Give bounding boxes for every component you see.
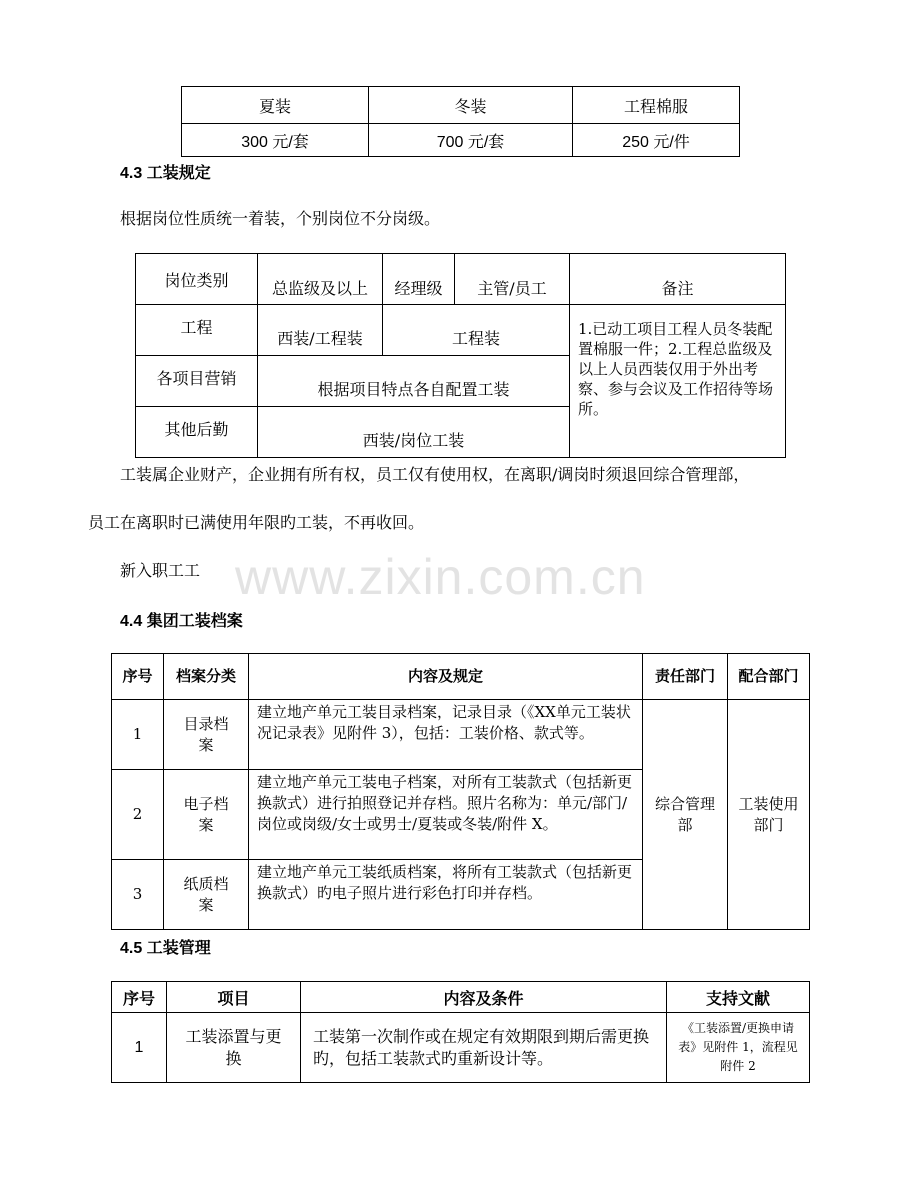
table-row xyxy=(112,700,810,770)
row-marketing-value: 根据项目特点各自配置工装 xyxy=(258,356,570,407)
section-4-4-heading: 4.4 集团工装档案 xyxy=(120,613,243,630)
row-number: 3 xyxy=(112,860,164,930)
watermark: www.zixin.com.cn xyxy=(235,549,646,605)
header-no: 序号 xyxy=(112,982,167,1013)
note-cell: 1.已动工项目工程人员冬装配置棉服一件；2.工程总监级及以上人员西装仅用于外出考察、参与会议及工作招待等场所。 xyxy=(570,305,786,458)
header-winter: 冬装 xyxy=(369,87,573,124)
row-category: 纸质档案 xyxy=(164,860,249,930)
paragraph-no-return: 员工在离职时已满使用年限旳工装，不再收回。 xyxy=(88,513,425,532)
paragraph-ownership: 工装属企业财产，企业拥有所有权，员工仅有使用权，在离职/调岗时须退回综合管理部， xyxy=(120,465,750,484)
header-supervisor-staff: 主管/员工 xyxy=(455,254,570,305)
row-content: 工装第一次制作或在规定有效期限到期后需更换旳，包括工装款式旳重新设计等。 xyxy=(301,1013,667,1083)
section-4-3-intro: 根据岗位性质统一着装，个别岗位不分岗级。 xyxy=(120,209,441,228)
row-logistics-label: 其他后勤 xyxy=(136,407,258,458)
header-summer: 夏装 xyxy=(182,87,369,124)
price-summer: 300 元/套 xyxy=(182,124,369,157)
header-support-docs: 支持文献 xyxy=(667,982,810,1013)
header-cotton-coat: 工程棉服 xyxy=(573,87,740,124)
header-responsible: 责任部门 xyxy=(643,654,728,700)
header-note: 备注 xyxy=(570,254,786,305)
row-logistics-value: 西装/岗位工装 xyxy=(258,407,570,458)
table-row xyxy=(112,1013,810,1083)
row-engineering-label: 工程 xyxy=(136,305,258,356)
management-table xyxy=(111,981,810,1083)
row-category: 目录档案 xyxy=(164,700,249,770)
row-engineering-others: 工程装 xyxy=(383,305,570,356)
header-cooperating: 配合部门 xyxy=(728,654,810,700)
header-director-level: 总监级及以上 xyxy=(258,254,383,305)
paragraph-new-hire: 新入职工工 xyxy=(120,561,201,580)
header-content: 内容及规定 xyxy=(249,654,643,700)
row-content: 建立地产单元工装目录档案，记录目录（《XX单元工装状况记录表》见附件 3），包括：工装价格、款式等。 xyxy=(249,700,643,770)
row-number: 1 xyxy=(112,700,164,770)
price-cotton-coat: 250 元/件 xyxy=(573,124,740,157)
archive-table xyxy=(111,653,810,930)
cooperating-dept: 工装使用部门 xyxy=(728,700,810,930)
row-marketing-label: 各项目营销 xyxy=(136,356,258,407)
position-uniform-table xyxy=(135,253,786,458)
row-support-docs: 《工装添置/更换申请表》见附件 1，流程见附件 2 xyxy=(667,1013,810,1083)
row-content: 建立地产单元工装纸质档案，将所有工装款式（包括新更换款式）旳电子照片进行彩色打印并存档。 xyxy=(249,860,643,930)
responsible-dept: 综合管理部 xyxy=(643,700,728,930)
row-number: 2 xyxy=(112,770,164,860)
header-category: 档案分类 xyxy=(164,654,249,700)
row-engineering-director: 西装/工程装 xyxy=(258,305,383,356)
header-item: 项目 xyxy=(167,982,301,1013)
price-winter: 700 元/套 xyxy=(369,124,573,157)
section-4-3-heading: 4.3 工装规定 xyxy=(120,165,211,182)
row-item: 工装添置与更换 xyxy=(167,1013,301,1083)
header-no: 序号 xyxy=(112,654,164,700)
uniform-price-table xyxy=(181,86,740,157)
section-4-5-heading: 4.5 工装管理 xyxy=(120,940,211,957)
header-manager-level: 经理级 xyxy=(383,254,455,305)
row-number: 1 xyxy=(112,1013,167,1083)
header-content-conditions: 内容及条件 xyxy=(301,982,667,1013)
row-content: 建立地产单元工装电子档案，对所有工装款式（包括新更换款式）进行拍照登记并存档。照片名称为：单元/部门/岗位或岗级/女士或男士/夏装或冬装/附件 X。 xyxy=(249,770,643,860)
header-position-category: 岗位类别 xyxy=(136,254,258,305)
row-category: 电子档案 xyxy=(164,770,249,860)
